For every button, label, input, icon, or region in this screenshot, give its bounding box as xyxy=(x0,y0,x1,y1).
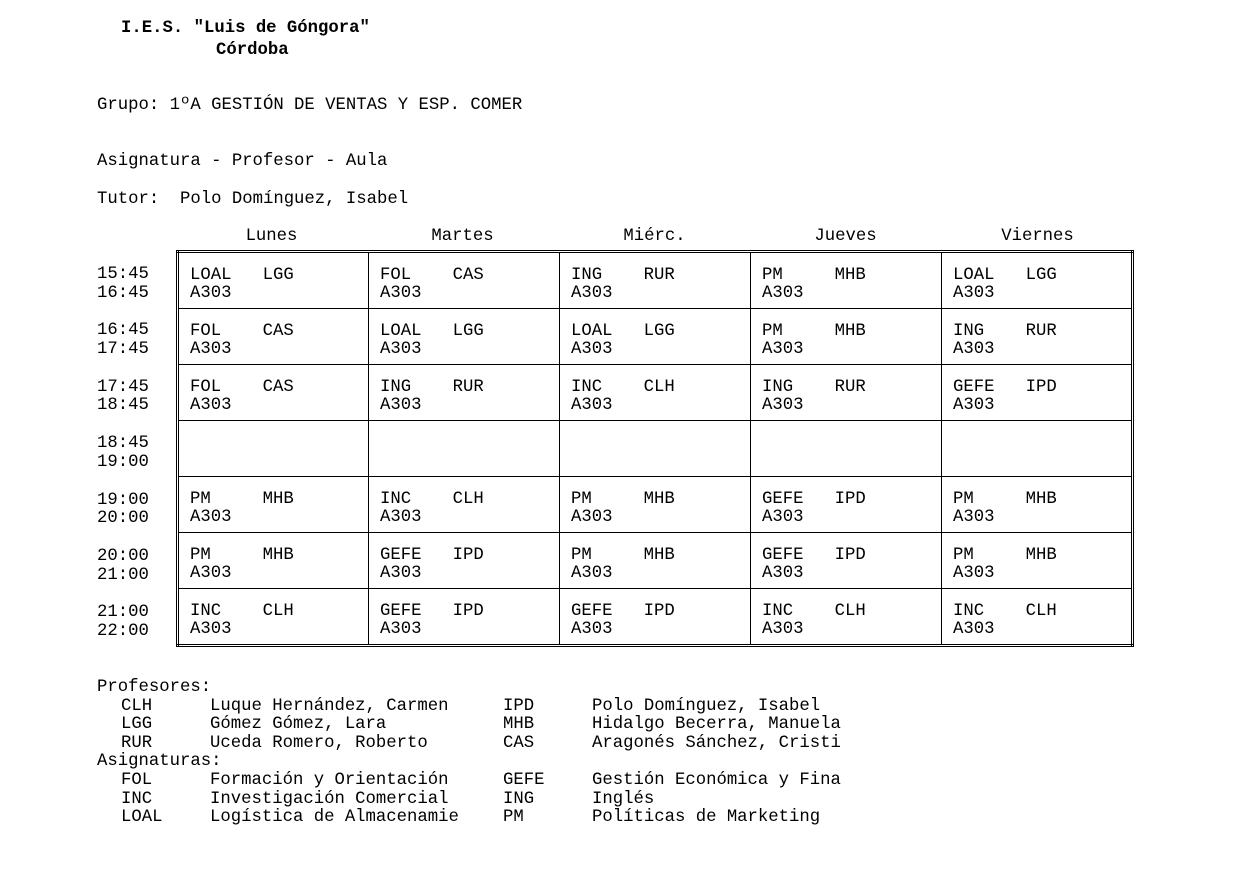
timetable-cell xyxy=(751,533,942,589)
time-start: 18:45 xyxy=(97,434,149,454)
group-line xyxy=(97,97,522,116)
timetable-cell xyxy=(178,589,369,646)
cell-subject-teacher: GEFE IPD xyxy=(380,602,484,621)
legend-key: Asignatura - Profesor - Aula xyxy=(97,152,388,171)
cell-room: A303 xyxy=(762,620,804,639)
timetable-row xyxy=(178,477,1133,533)
time-start: 16:45 xyxy=(97,321,149,341)
time-end: 21:00 xyxy=(97,565,149,585)
timetable-cell xyxy=(942,533,1133,589)
day-header-lunes: Lunes xyxy=(245,227,298,246)
group-value: 1ºA GESTIÓN DE VENTAS Y ESP. COMER xyxy=(169,96,523,115)
teacher-entry-code: MHB xyxy=(503,715,535,735)
subject-entry-name: Logística de Almacenamie xyxy=(210,808,459,828)
timetable-cell xyxy=(178,252,369,309)
cell-subject-teacher: PM MHB xyxy=(571,546,675,565)
cell-subject-teacher: INC CLH xyxy=(380,490,484,509)
teacher-entry-code: LGG xyxy=(121,715,153,735)
timetable-cell xyxy=(369,309,560,365)
time-end: 18:45 xyxy=(97,396,149,416)
timetable-cell xyxy=(751,589,942,646)
timetable-cell xyxy=(560,309,751,365)
timetable-cell xyxy=(369,589,560,646)
timetable-cell xyxy=(751,477,942,533)
subject-entry-code: FOL xyxy=(121,770,153,790)
tutor-label: Tutor: xyxy=(97,190,160,209)
teacher-entry-name: Aragonés Sánchez, Cristi xyxy=(592,733,841,753)
cell-subject-teacher: LOAL LGG xyxy=(190,266,294,285)
time-start: 19:00 xyxy=(97,490,149,510)
timetable-grid xyxy=(176,250,1134,647)
timetable-cell xyxy=(751,252,942,309)
cell-subject-teacher: ING RUR xyxy=(571,266,675,285)
cell-subject-teacher: INC CLH xyxy=(762,602,866,621)
cell-subject-teacher: GEFE IPD xyxy=(762,546,866,565)
timetable-row xyxy=(178,533,1133,589)
cell-subject-teacher: PM MHB xyxy=(953,546,1057,565)
timetable-cell xyxy=(369,421,560,477)
day-header-viernes: Viernes xyxy=(1001,227,1074,246)
cell-room: A303 xyxy=(380,396,422,415)
time-end: 20:00 xyxy=(97,509,149,529)
timetable-cell xyxy=(560,477,751,533)
teacher-entry-name: Luque Hernández, Carmen xyxy=(210,696,449,716)
cell-subject-teacher: INC CLH xyxy=(571,378,675,397)
cell-room: A303 xyxy=(190,620,232,639)
cell-room: A303 xyxy=(190,564,232,583)
cell-subject-teacher: PM MHB xyxy=(953,490,1057,509)
cell-room: A303 xyxy=(190,340,232,359)
timetable-cell xyxy=(942,309,1133,365)
day-headers xyxy=(176,228,1139,246)
time-end: 19:00 xyxy=(97,452,149,472)
cell-subject-teacher: GEFE IPD xyxy=(762,490,866,509)
cell-room: A303 xyxy=(571,284,613,303)
teacher-entry-code: RUR xyxy=(121,733,153,753)
cell-room: A303 xyxy=(953,564,995,583)
timetable-cell xyxy=(560,589,751,646)
timetable-row xyxy=(178,309,1133,365)
timetable-cell xyxy=(178,421,369,477)
subject-entry-name: Gestión Económica y Fina xyxy=(592,770,841,790)
cell-subject-teacher: LOAL LGG xyxy=(571,322,675,341)
timetable-cell xyxy=(942,421,1133,477)
teacher-entry-code: CLH xyxy=(121,696,153,716)
cell-room: A303 xyxy=(762,396,804,415)
subject-entry-name: Inglés xyxy=(592,789,655,809)
subject-entry-name: Formación y Orientación xyxy=(210,770,449,790)
cell-room: A303 xyxy=(190,396,232,415)
cell-subject-teacher: FOL CAS xyxy=(380,266,484,285)
cell-room: A303 xyxy=(953,508,995,527)
cell-room: A303 xyxy=(762,284,804,303)
cell-subject-teacher: PM MHB xyxy=(571,490,675,509)
school-name: I.E.S. "Luis de Góngora" xyxy=(121,19,370,38)
timetable-cell xyxy=(178,309,369,365)
cell-room: A303 xyxy=(953,340,995,359)
subject-entry-code: GEFE xyxy=(503,770,545,790)
cell-room: A303 xyxy=(571,564,613,583)
teacher-entry-name: Hidalgo Becerra, Manuela xyxy=(592,715,841,735)
cell-room: A303 xyxy=(762,340,804,359)
timetable-cell xyxy=(942,589,1133,646)
cell-subject-teacher: PM MHB xyxy=(762,322,866,341)
cell-subject-teacher: GEFE IPD xyxy=(953,378,1057,397)
subject-entry-code: PM xyxy=(503,808,524,828)
tutor-line xyxy=(97,191,408,210)
cell-subject-teacher: GEFE IPD xyxy=(380,546,484,565)
timetable-cell xyxy=(178,477,369,533)
timetable-row xyxy=(178,421,1133,477)
city-name: Córdoba xyxy=(216,41,289,60)
time-end: 17:45 xyxy=(97,340,149,359)
timetable-cell xyxy=(178,365,369,421)
timetable-cell xyxy=(369,477,560,533)
day-header-jueves: Jueves xyxy=(814,227,877,246)
cell-subject-teacher: PM MHB xyxy=(762,266,866,285)
cell-subject-teacher: FOL CAS xyxy=(190,378,294,397)
timetable-cell xyxy=(560,421,751,477)
cell-subject-teacher: LOAL LGG xyxy=(953,266,1057,285)
timetable-row xyxy=(178,365,1133,421)
cell-room: A303 xyxy=(953,396,995,415)
cell-subject-teacher: LOAL LGG xyxy=(380,322,484,341)
time-start: 15:45 xyxy=(97,265,149,284)
timetable-cell xyxy=(751,365,942,421)
timetable-cell xyxy=(751,309,942,365)
cell-room: A303 xyxy=(953,284,995,303)
cell-room: A303 xyxy=(380,564,422,583)
cell-room: A303 xyxy=(571,340,613,359)
cell-subject-teacher: PM MHB xyxy=(190,546,294,565)
cell-room: A303 xyxy=(190,508,232,527)
teacher-entry-code: IPD xyxy=(503,696,535,716)
timetable-cell xyxy=(560,252,751,309)
time-start: 20:00 xyxy=(97,547,149,566)
timetable-cell xyxy=(178,533,369,589)
cell-room: A303 xyxy=(953,620,995,639)
cell-room: A303 xyxy=(380,620,422,639)
subject-entry-name: Políticas de Marketing xyxy=(592,808,821,828)
cell-room: A303 xyxy=(762,564,804,583)
cell-room: A303 xyxy=(571,620,613,639)
timetable-row xyxy=(178,589,1133,646)
timetable-cell xyxy=(942,252,1133,309)
cell-subject-teacher: PM MHB xyxy=(190,490,294,509)
subject-entry-code: LOAL xyxy=(121,808,163,828)
timetable-cell xyxy=(942,365,1133,421)
cell-subject-teacher: FOL CAS xyxy=(190,322,294,341)
teacher-entry-name: Gómez Gómez, Lara xyxy=(210,715,387,735)
timetable-cell xyxy=(369,252,560,309)
cell-room: A303 xyxy=(190,284,232,303)
cell-subject-teacher: ING RUR xyxy=(953,322,1057,341)
time-start: 21:00 xyxy=(97,603,149,623)
cell-subject-teacher: ING RUR xyxy=(762,378,866,397)
timetable-cell xyxy=(560,533,751,589)
timetable-cell xyxy=(751,421,942,477)
time-start: 17:45 xyxy=(97,377,149,397)
day-header-miercoles: Miérc. xyxy=(623,227,686,246)
cell-subject-teacher: INC CLH xyxy=(953,602,1057,621)
cell-room: A303 xyxy=(380,284,422,303)
day-header-martes: Martes xyxy=(431,227,494,246)
subject-entry-code: ING xyxy=(503,789,535,809)
subject-entry-name: Investigación Comercial xyxy=(210,789,449,809)
cell-room: A303 xyxy=(380,508,422,527)
timetable-cell xyxy=(369,533,560,589)
cell-room: A303 xyxy=(762,508,804,527)
timetable-cell xyxy=(942,477,1133,533)
cell-subject-teacher: GEFE IPD xyxy=(571,602,675,621)
cell-room: A303 xyxy=(380,340,422,359)
teacher-entry-name: Polo Domínguez, Isabel xyxy=(592,696,821,716)
timetable-cell xyxy=(369,365,560,421)
time-end: 22:00 xyxy=(97,622,149,641)
cell-room: A303 xyxy=(571,396,613,415)
group-label: Grupo: xyxy=(97,96,160,115)
cell-room: A303 xyxy=(571,508,613,527)
teacher-entry-code: CAS xyxy=(503,733,535,753)
cell-subject-teacher: INC CLH xyxy=(190,602,294,621)
time-end: 16:45 xyxy=(97,283,149,303)
cell-subject-teacher: ING RUR xyxy=(380,378,484,397)
timetable-row xyxy=(178,252,1133,309)
tutor-name: Polo Domínguez, Isabel xyxy=(179,190,409,209)
timetable-cell xyxy=(560,365,751,421)
subject-entry-code: INC xyxy=(121,789,153,809)
teacher-entry-name: Uceda Romero, Roberto xyxy=(210,733,428,753)
